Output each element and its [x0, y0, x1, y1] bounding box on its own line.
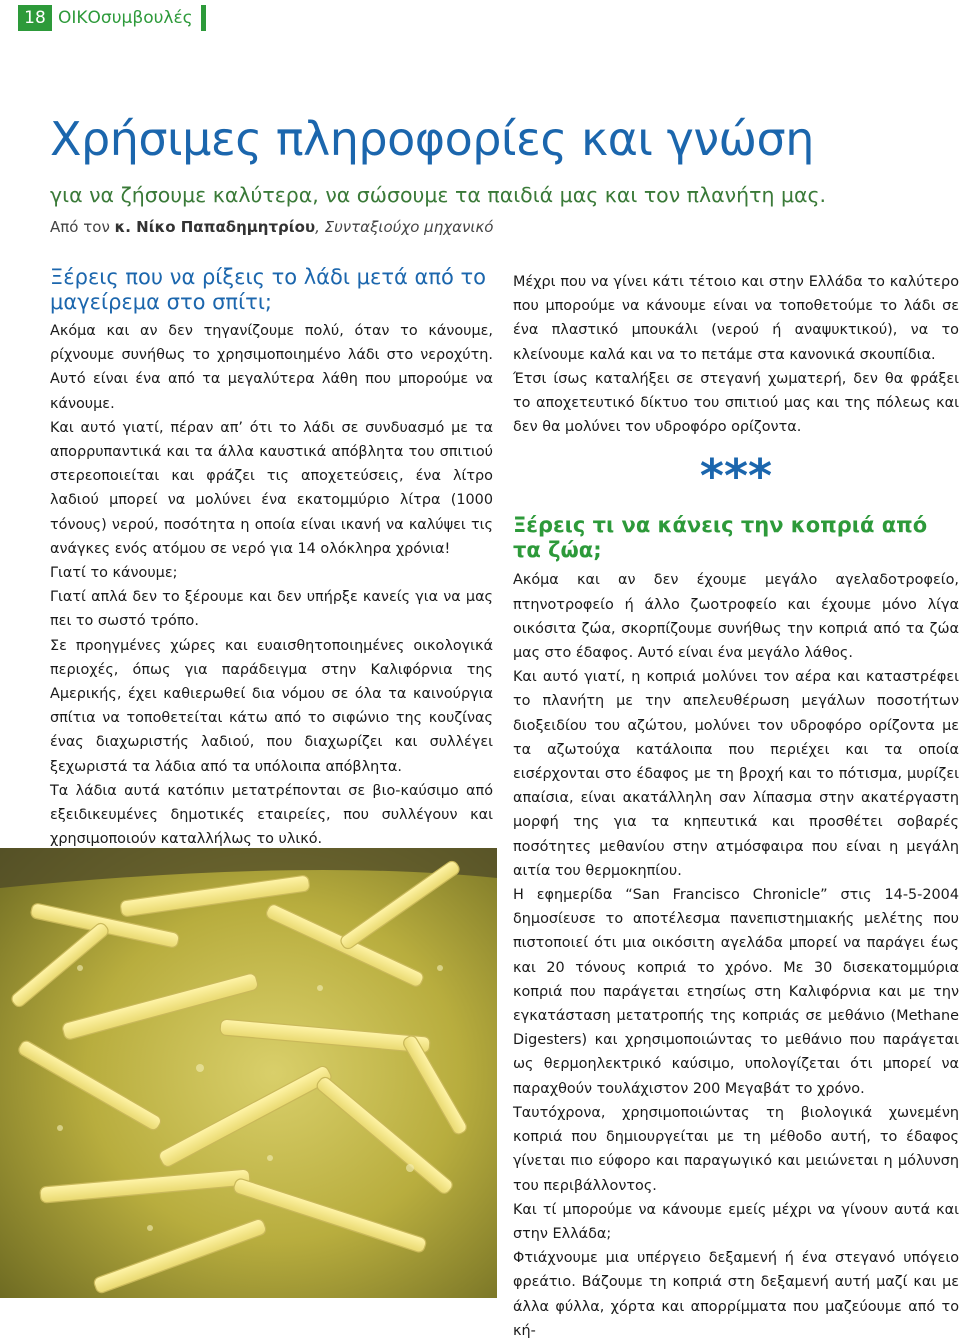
section-name: ΟΙΚΟσυμβουλές [58, 8, 193, 28]
paragraph: Ταυτόχρονα, χρησιμοποιώντας τη βιολογικά χωνεμένη κοπριά που δημιουργείται με τη μέθοδο αυτή, το έδαφος γίνεται πιο εύφορο και παραγωγικό και μειώνεται η μόλυνση του περιβάλλοντος. [513, 1104, 959, 1194]
paragraph: Έτσι ίσως καταλήξει σε στεγανή χωματερή, δεν θα φράξει το αποχετευτικό δίκτυο του σπιτιού μας και της πόλεως και δεν θα μολύνει τον υδροφόρο ορίζοντα. [513, 370, 959, 436]
byline-prefix: Από τον [50, 218, 115, 236]
paragraph: Η εφημερίδα “San Francisco Chronicle” στις 14-5-2004 δημοσίευσε το αποτέλεσμα πανεπιστημιακής μελέτης που πιστοποιεί ότι μια οικόσιτη αγελάδα μπορεί να παράγει έως και 20 τόνους κοπριά το χρόνο. Με 30 δισεκατομμύρια κοπριά που παράγεται ετησίως στη Καλιφόρνια και με την εγκατάσταση μετατροπής της κοπριάς σε μεθάνιο (Methane Digesters) και χρησιμοποιώντας το μεθάνιο που παράγεται ως θερμοηλεκτρικό καύσιμο, υπολογίζεται ότι μπορεί να παραχθούν τουλάχιστον 200 Μεγαβάτ το χρόνο. [513, 887, 959, 1097]
paragraph: Και αυτό γιατί, πέραν απ’ ότι το λάδι σε συνδυασμό με τα απορρυπαντικά και τα άλλα καυστικά απόβλητα του σπιτιού στερεοποιείται και φράζει τις αποχετεύσεις, ένα λίτρο λαδιού μπορεί να μολύνει ένα εκατομμύριο λίτρα (1000 τόνους) νερού, ποσότητα η οποία είναι ικανή να καλύψει τις ανάγκες ενός ατόμου σε νερό για 14 ολόκληρα χρόνια! [50, 419, 493, 557]
section1-heading: Ξέρεις που να ρίξεις το λάδι μετά από το μαγείρεμα στο σπίτι; [50, 265, 487, 314]
column-left [50, 265, 493, 851]
paragraph: Μέχρι που να γίνει κάτι τέτοιο και στην Ελλάδα το καλύτερο που μπορούμε να κάνουμε είναι να τοποθετούμε το λάδι σε ένα πλαστικό μπουκάλι (νερού ή αναψυκτικού), να το κλείνουμε καλά και να το πετάμε στα κανονικά σκουπίδια. [513, 274, 959, 363]
header-bar [201, 5, 206, 31]
paragraph: Και τί μπορούμε να κάνουμε εμείς μέχρι να γίνουν αυτά και στην Ελλάδα; [513, 1201, 959, 1242]
paragraph: Και αυτό γιατί, η κοπριά μολύνει τον αέρα και καταστρέφει το πλανήτη με την απελευθέρωση μεγάλων ποσοτήτων διοξειδίου του αζώτου, μολύνει τον υδροφόρο ορίζοντα με τα αζωτούχα κατάλοιπα που περιέχει και τα οποία εισέρχονται στο έδαφος με τη βροχή και το πότισμα, μυρίζει απαίσια, είναι ακατάλληλη σαν λίπασμα στην ακατέργαστη μορφή της για τα κηπευτικά και προσθέτει σοβαρές ποσότητες μεθανίου στην ατμόσφαιρα που είναι η μεγάλη αιτία του θερμοκηπίου. [513, 669, 959, 879]
column-right [513, 270, 959, 1343]
paragraph: Φτιάχνουμε μια υπέργειο δεξαμενή ή ένα στεγανό υπόγειο φρεάτιο. Βάζουμε τη κοπριά στη δεξαμενή αυτή μαζί και με άλλα φύλλα, χόρτα και απορρίμματα που μαζεύουμε από το κή- [513, 1250, 959, 1339]
paragraph: Γιατί απλά δεν το ξέρουμε και δεν υπήρξε κανείς για να μας πει το σωστό τρόπο. [50, 589, 493, 630]
paragraph: Γιατί το κάνουμε; [50, 565, 178, 582]
article-byline [50, 218, 493, 236]
paragraph: Σε προηγμένες χώρες και ευαισθητοποιημένες οικολογικά περιοχές, όπως για παράδειγμα στην Καλιφόρνια της Αμερικής, έχει καθιερωθεί δια νόμου σε όλα τα καινούργια σπίτια να τοποθετείται κάτω από το σιφώνιο της κουζίνας ένας διαχωριστής λαδιού, που διαχωρίζει και συλλέγει ξεχωριστά τα λάδια από τα υπόλοιπα απόβλητα. [50, 637, 493, 775]
section2-heading: Ξέρεις τι να κάνεις την κοπριά από τα ζώα; [513, 513, 928, 563]
frying-fries-photo [0, 848, 497, 1298]
article-title: Χρήσιμες πληροφορίες και γνώση [50, 112, 814, 166]
section-separator: *** [699, 449, 773, 504]
page-header [18, 5, 206, 31]
paragraph: Ακόμα και αν δεν έχουμε μεγάλο αγελαδοτροφείο, πτηνοτροφείο ή άλλο ζωοτροφείο και έχουμε μόνο λίγα οικόσιτα ζώα, σκορπίζουμε συνήθως την κοπριά από τα ζώα μας στο έδαφος. Αυτό είναι ένα μεγάλο λάθος. [513, 572, 959, 662]
author-name: κ. Νίκο Παπαδημητρίου [114, 218, 316, 236]
article-subtitle: για να ζήσουμε καλύτερα, να σώσουμε τα παιδιά μας και τον πλανήτη μας. [50, 183, 827, 207]
paragraph: Τα λάδια αυτά κατόπιν μετατρέπονται σε βιο-καύσιμο από εξειδικευμένες δημοτικές εταιρείες, που συλλέγουν και χρησιμοποιούν καταλλήλως το υλικό. [50, 782, 493, 848]
paragraph: Ακόμα και αν δεν τηγανίζουμε πολύ, όταν το κάνουμε, ρίχνουμε συνήθως το χρησιμοποιημένο λάδι στο νεροχύτη. Αυτό είναι ένα από τα μεγαλύτερα λάθη που μπορούμε να κάνουμε. [50, 323, 493, 412]
author-role: , Συνταξιούχο μηχανικό [315, 218, 494, 236]
page-number: 18 [18, 5, 52, 31]
